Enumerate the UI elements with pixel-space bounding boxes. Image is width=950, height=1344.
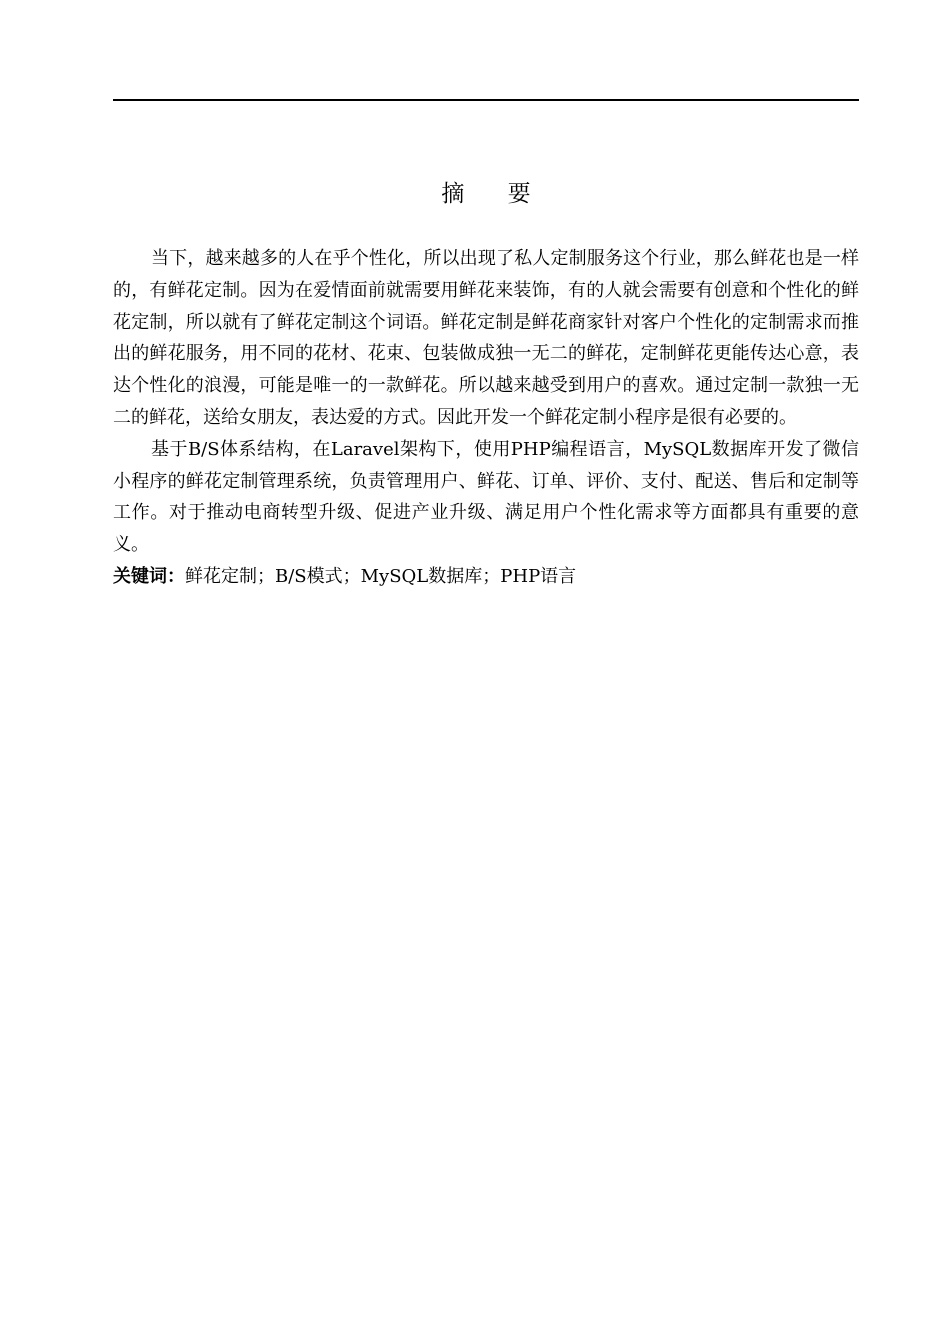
abstract-title: 摘 要 bbox=[441, 181, 549, 207]
abstract-paragraph-2: 基于B/S体系结构，在Laravel架构下，使用PHP编程语言，MySQL数据库开发了微信小程序的鲜花定制管理系统，负责管理用户、鲜花、订单、评价、支付、配送、售后和定制等工作。对于推动电商转型升级、促进产业升级、满足用户个性化需求等方面都具有重要的意义。 bbox=[113, 438, 859, 556]
abstract-paragraph-1: 当下，越来越多的人在乎个性化，所以出现了私人定制服务这个行业，那么鲜花也是一样的，有鲜花定制。因为在爱情面前就需要用鲜花来装饰，有的人就会需要有创意和个性化的鲜花定制，所以就有了鲜花定制这个词语。鲜花定制是鲜花商家针对客户个性化的定制需求而推出的鲜花服务，用不同的花材、花束、包装做成独一无二的鲜花，定制鲜花更能传达心意，表达个性化的浪漫，可能是唯一的一款鲜花。所以越来越受到用户的喜欢。通过定制一款独一无二的鲜花，送给女朋友，表达爱的方式。因此开发一个鲜花定制小程序是很有必要的。 bbox=[113, 248, 859, 428]
abstract-body bbox=[113, 243, 859, 593]
header-rule bbox=[113, 99, 859, 101]
keywords-line bbox=[113, 561, 859, 593]
keywords-label: 关键词： bbox=[113, 565, 185, 587]
keywords-text: 鲜花定制；B/S模式；MySQL数据库；PHP语言 bbox=[185, 565, 577, 587]
